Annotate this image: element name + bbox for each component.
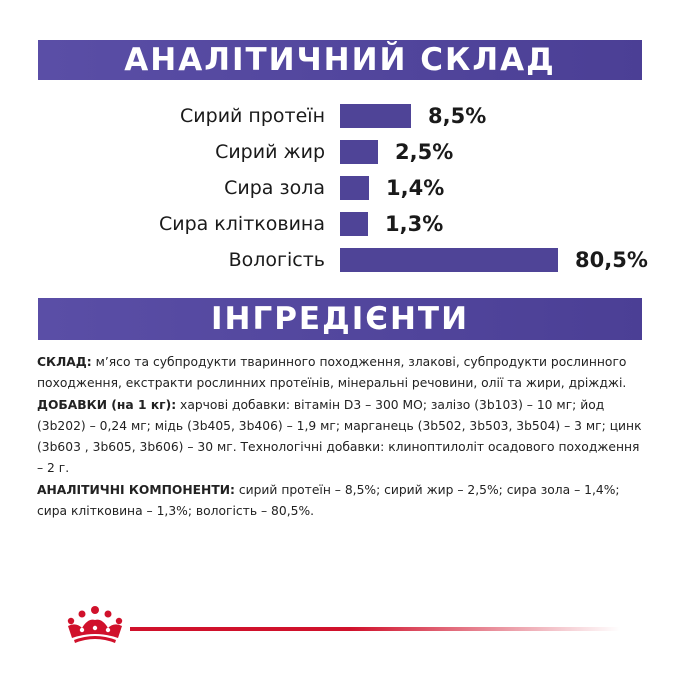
composition-row-label: Сирий протеїн [180, 105, 325, 127]
additives-text: харчові добавки: вітамін D3 – 300 МО; залізо (3b103) – 10 мг; йод (3b202) – 0,24 мг; мідь (3b405, 3b406) – 1,9 мг; марганець (3b502, 3b503, 3b504) – 3 мг; цинк (3b603 , 3b605, 3b606) – 30 мг. Технологічні добавки: клиноптилоліт осадового походження – 2 г. [37, 398, 642, 475]
additives-label: ДОБАВКИ (на 1 кг): [37, 398, 177, 412]
composition-row-bar [340, 248, 558, 272]
composition-row-bar [340, 140, 378, 164]
composition-row-label: Сирий жир [215, 141, 325, 163]
composition-banner [38, 40, 642, 80]
crown-icon [62, 604, 128, 646]
analytical-text: сирий протеїн – 8,5%; сирий жир – 2,5%; сира зола – 1,4%; сира клітковина – 1,3%; вологість – 80,5%. [37, 483, 620, 518]
composition-row-label: Сира зола [224, 177, 325, 199]
analytical-label: АНАЛІТИЧНІ КОМПОНЕНТИ: [37, 483, 235, 497]
composition-row-value: 2,5% [395, 140, 454, 164]
composition-paragraph [37, 352, 647, 394]
composition-row-value: 80,5% [575, 248, 648, 272]
composition-row-label: Сира клітковина [158, 213, 325, 235]
composition-row-value: 1,4% [386, 176, 445, 200]
composition-row [0, 101, 682, 131]
composition-row [0, 245, 682, 275]
composition-row-bar [340, 104, 411, 128]
composition-row-value: 1,3% [385, 212, 444, 236]
composition-label: СКЛАД: [37, 355, 92, 369]
composition-row-label: Вологість [228, 249, 325, 271]
footer-divider [130, 627, 620, 631]
ingredients-text-block [37, 352, 647, 523]
composition-row-value: 8,5% [428, 104, 487, 128]
ingredients-banner [38, 298, 642, 340]
composition-title: АНАЛІТИЧНИЙ СКЛАД [124, 42, 556, 78]
composition-text: м’ясо та субпродукти тваринного походження, злакові, субпродукти рослинного походження, екстракти рослинних протеїнів, мінеральні речовини, олії та жири, дріжджі. [37, 355, 627, 390]
composition-row [0, 209, 682, 239]
ingredients-title: ІНГРЕДІЄНТИ [210, 301, 470, 337]
composition-row-bar [340, 176, 369, 200]
composition-row-bar [340, 212, 368, 236]
analytical-paragraph [37, 480, 647, 522]
additives-paragraph [37, 395, 647, 479]
composition-row [0, 173, 682, 203]
composition-row [0, 137, 682, 167]
